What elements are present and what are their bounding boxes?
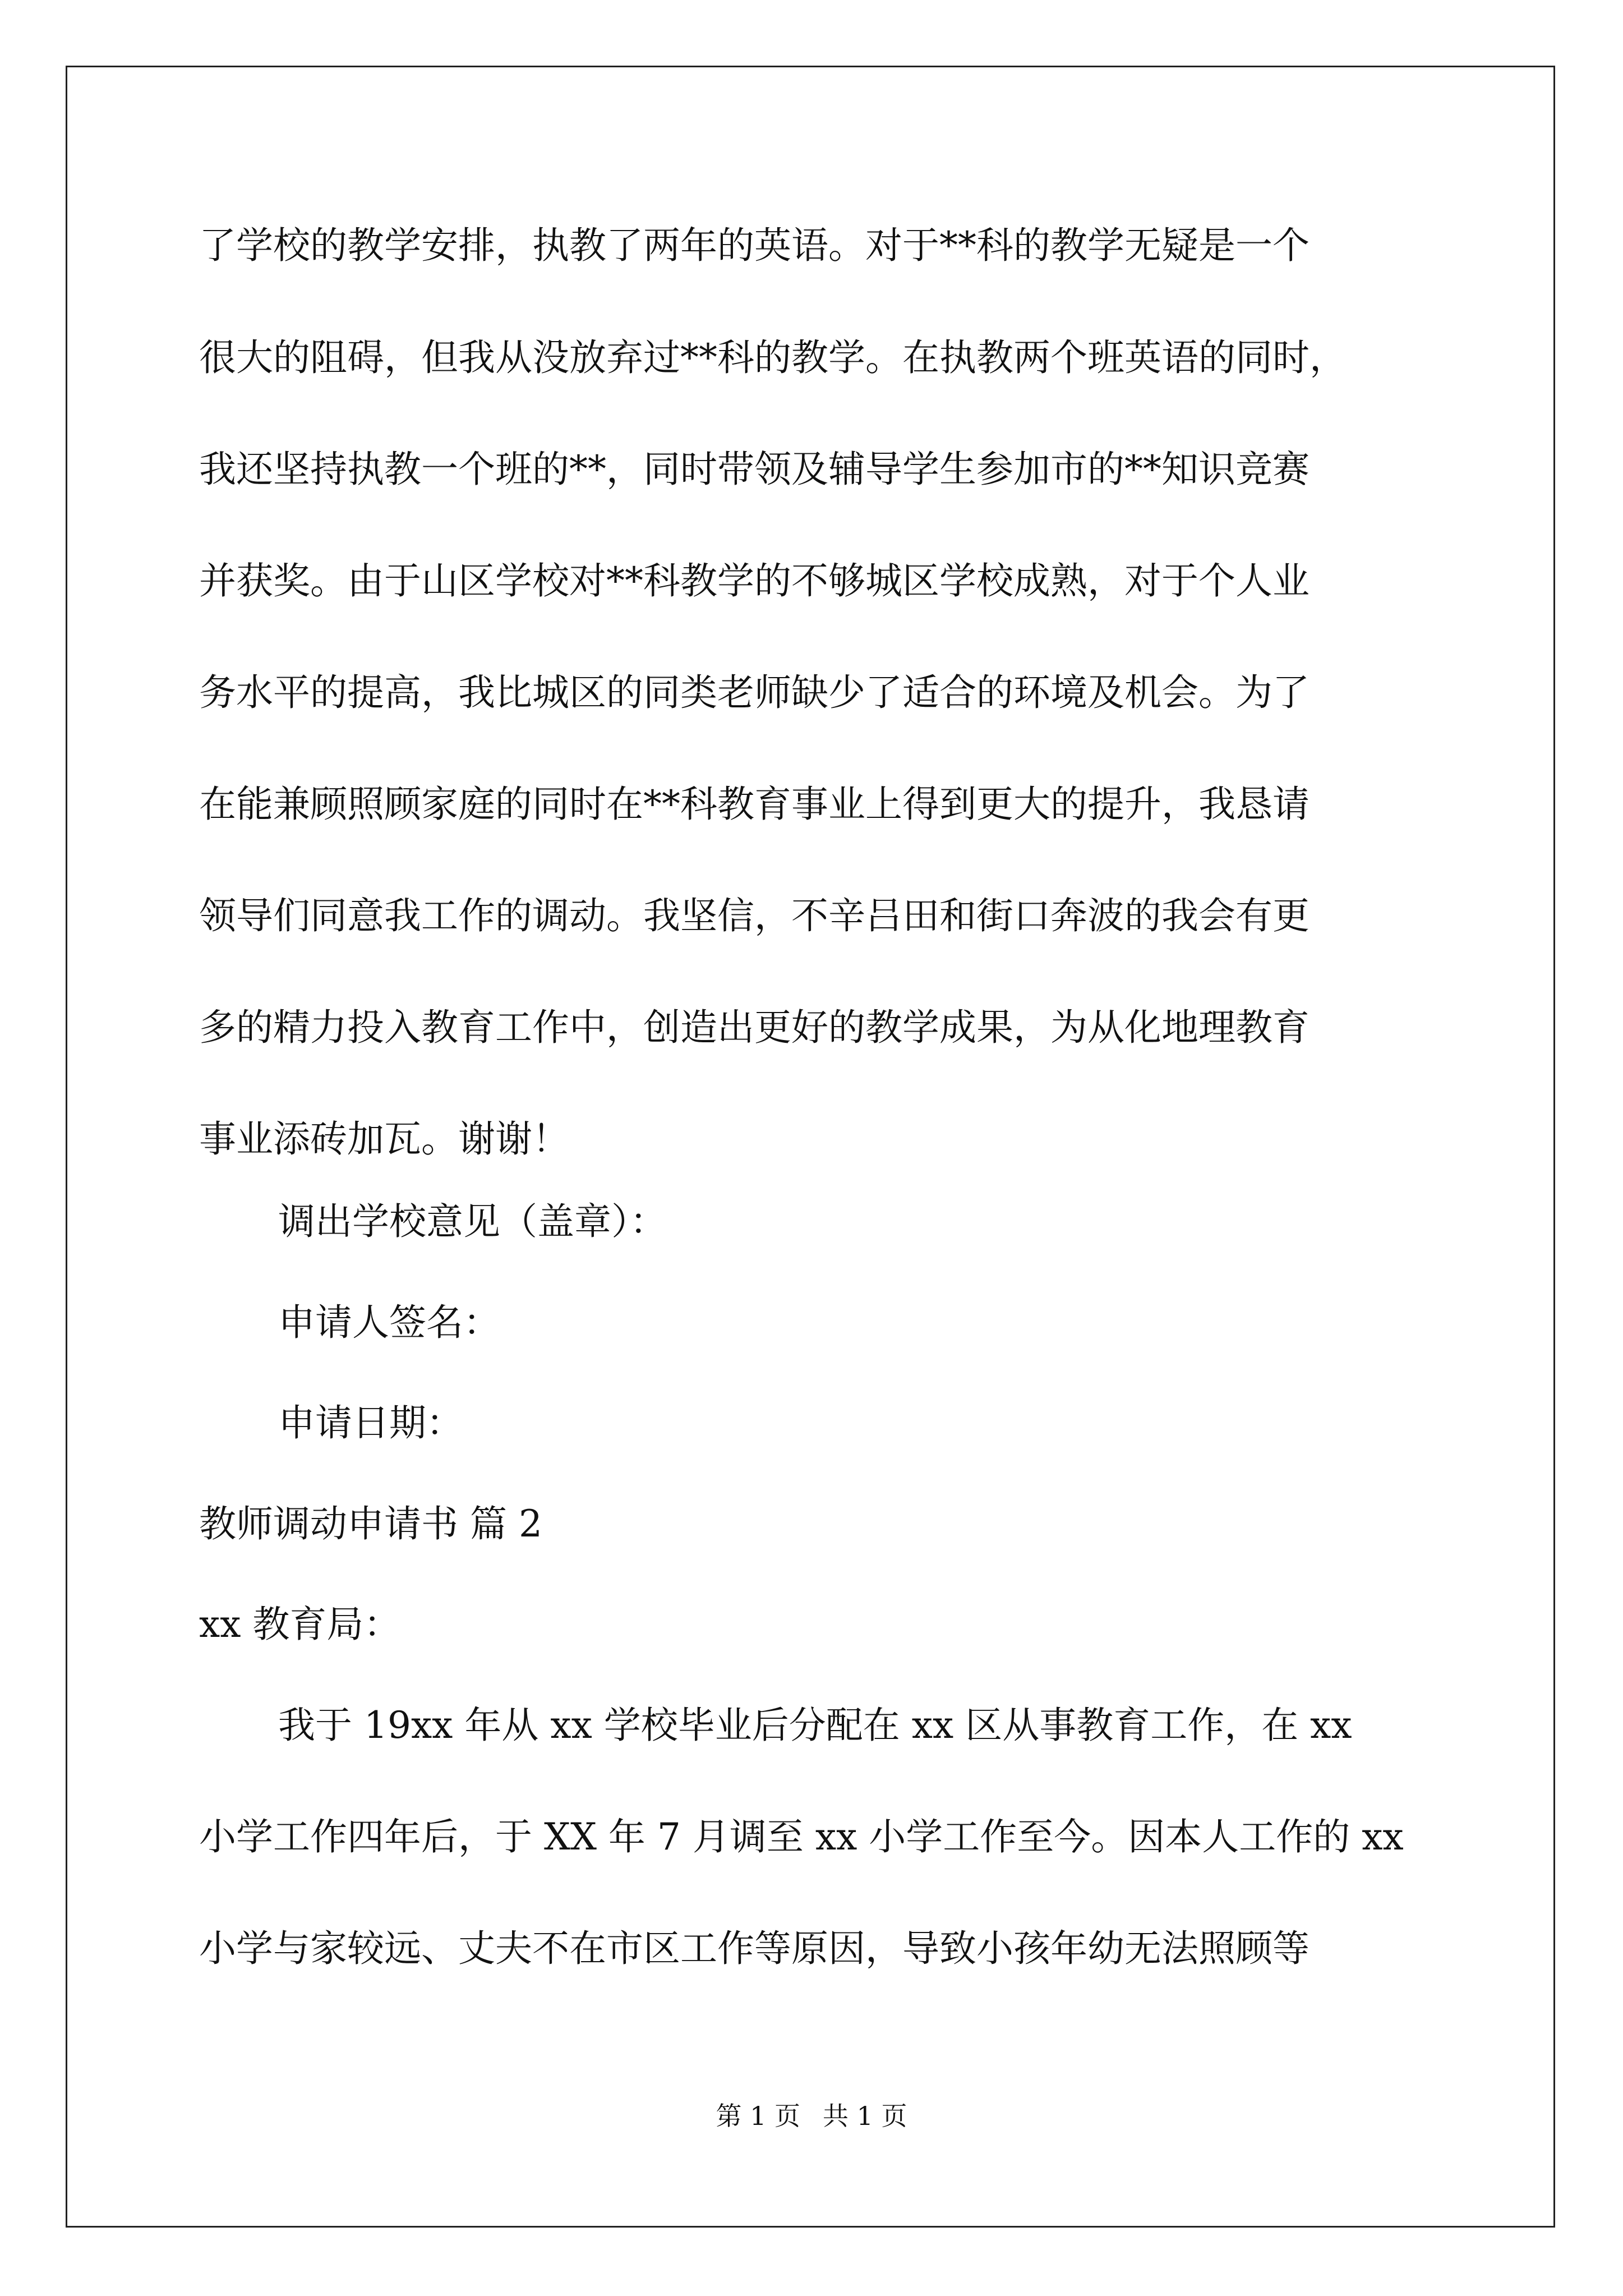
salutation: xx 教育局：: [199, 1603, 401, 1646]
body-line: 务水平的提高，我比城区的同类老师缺少了适合的环境及机会。为了: [199, 671, 1310, 714]
body-line: 小学工作四年后，于 XX 年 7 月调至 xx 小学工作至今。因本人工作的 xx: [199, 1815, 1404, 1858]
page-number: 第 1 页: [716, 2101, 800, 2131]
body-line: 我还坚持执教一个班的**，同时带领及辅导学生参加市的**知识竞赛: [199, 448, 1310, 491]
body-line: 领导们同意我工作的调动。我坚信，不辛吕田和街口奔波的我会有更: [199, 894, 1310, 937]
body-line: 多的精力投入教育工作中，创造出更好的教学成果，为从化地理教育: [199, 1006, 1310, 1049]
applicant-signature-field: 申请人签名：: [278, 1301, 500, 1344]
school-opinion-field: 调出学校意见（盖章）：: [278, 1200, 667, 1243]
body-line: 在能兼顾照顾家庭的同时在**科教育事业上得到更大的提升，我恳请: [199, 783, 1310, 826]
body-line: 我于 19xx 年从 xx 学校毕业后分配在 xx 区从事教育工作，在 xx: [278, 1704, 1352, 1747]
page-total: 共 1 页: [823, 2101, 907, 2131]
page-footer: [0, 2099, 1623, 2133]
application-date-field: 申请日期：: [278, 1401, 463, 1444]
body-line: 很大的阻碍，但我从没放弃过**科的教学。在执教两个班英语的同时，: [199, 336, 1347, 379]
body-line: 小学与家较远、丈夫不在市区工作等原因，导致小孩年幼无法照顾等: [199, 1927, 1310, 1970]
section-title: 教师调动申请书 篇 2: [199, 1502, 542, 1545]
body-line: 并获奖。由于山区学校对**科教学的不够城区学校成熟，对于个人业: [199, 559, 1310, 602]
body-line: 了学校的教学安排，执教了两年的英语。对于**科的教学无疑是一个: [199, 224, 1310, 267]
body-line: 事业添砖加瓦。谢谢！: [199, 1117, 569, 1161]
